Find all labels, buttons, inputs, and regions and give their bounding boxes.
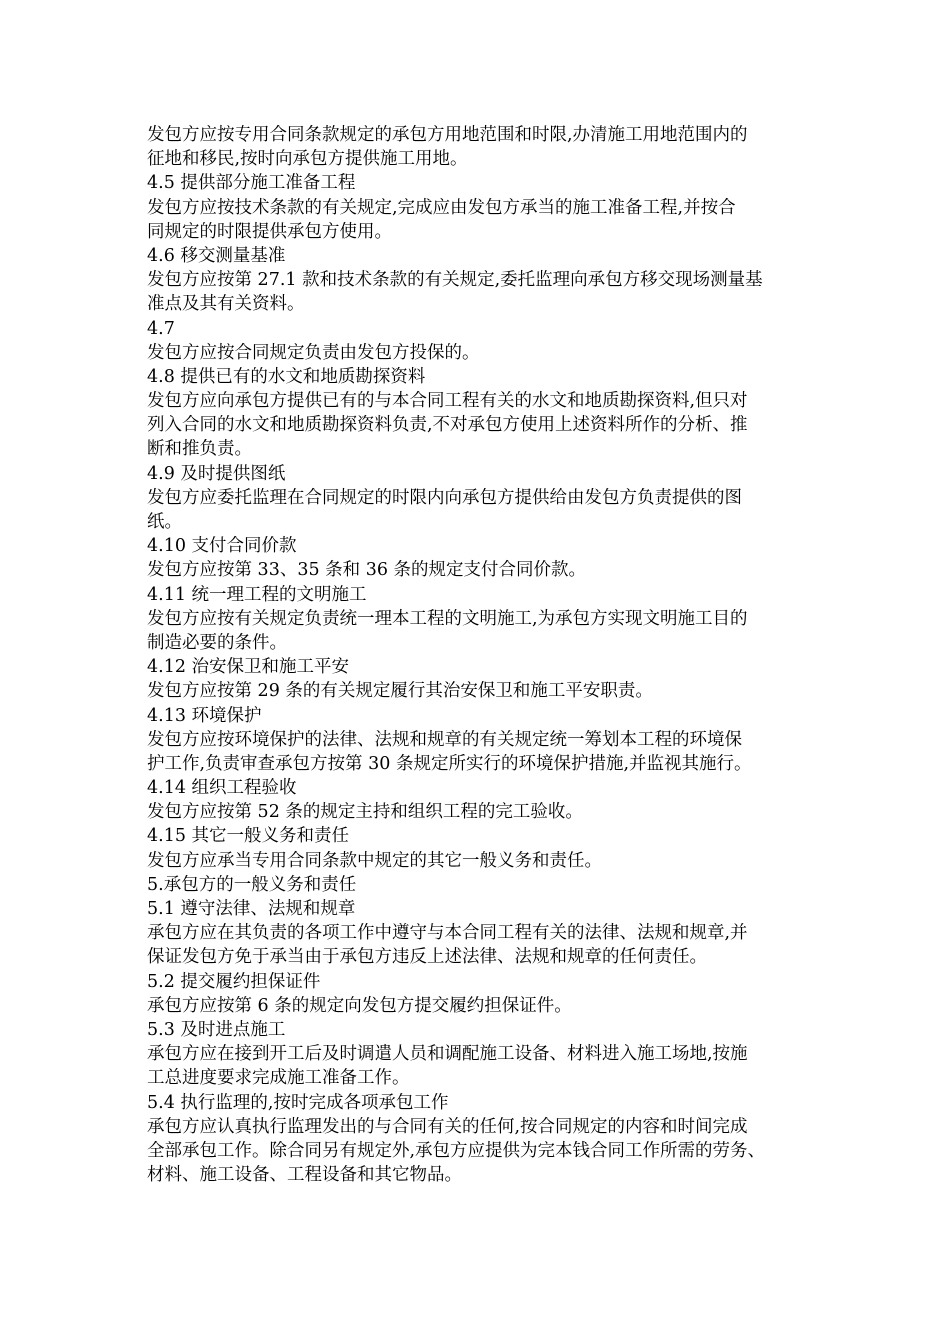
document-line: 发包方应承当专用合同条款中规定的其它一般义务和责任。 — [147, 850, 602, 871]
document-line: 4.10 支付合同价款 — [147, 536, 297, 557]
document-line: 5.1 遵守法律、法规和规章 — [147, 899, 356, 919]
document-line: 工总进度要求完成施工准备工作。 — [147, 1068, 410, 1089]
document-line: 材料、施工设备、工程设备和其它物品。 — [147, 1165, 462, 1186]
document-line: 发包方应委托监理在合同规定的时限内向承包方提供给由发包方负责提供的图 — [147, 487, 742, 508]
document-body — [147, 123, 813, 1187]
document-line: 4.9 及时提供图纸 — [147, 463, 286, 484]
document-line: 发包方应按合同规定负责由发包方投保的。 — [147, 342, 480, 363]
document-line: 全部承包工作。除合同另有规定外,承包方应提供为完本钱合同工作所需的劳务、 — [147, 1140, 766, 1161]
document-line: 承包方应在接到开工后及时调遣人员和调配施工设备、材料进入施工场地,按施 — [147, 1044, 748, 1065]
document-line: 4.6 移交测量基准 — [147, 245, 286, 266]
document-line: 5.2 提交履约担保证件 — [147, 971, 321, 992]
document-line: 纸。 — [147, 512, 182, 532]
document-line: 征地和移民,按时向承包方提供施工用地。 — [147, 149, 468, 170]
document-line: 发包方应按专用合同条款规定的承包方用地范围和时限,办清施工用地范围内的 — [147, 125, 748, 145]
document-line: 护工作,负责审查承包方按第 30 条规定所实行的环境保护措施,并监视其施行。 — [147, 753, 752, 774]
document-line: 断和推负责。 — [147, 439, 252, 460]
document-line: 承包方应按第 6 条的规定向发包方提交履约担保证件。 — [147, 995, 572, 1016]
document-line: 5.承包方的一般义务和责任 — [147, 874, 357, 895]
document-line: 发包方应按技术条款的有关规定,完成应由发包方承当的施工准备工程,并按合 — [147, 197, 736, 218]
document-line: 准点及其有关资料。 — [147, 294, 305, 315]
document-line: 发包方应向承包方提供已有的与本合同工程有关的水文和地质勘探资料,但只对 — [147, 391, 748, 412]
document-line: 5.4 执行监理的,按时完成各项承包工作 — [147, 1092, 449, 1113]
document-line: 4.14 组织工程验收 — [147, 778, 297, 799]
document-line: 承包方应在其负责的各项工作中遵守与本合同工程有关的法律、法规和规章,并 — [147, 923, 748, 944]
document-line: 4.13 环境保护 — [147, 705, 262, 726]
document-line: 承包方应认真执行监理发出的与合同有关的任何,按合同规定的内容和时间完成 — [147, 1116, 748, 1137]
document-line: 发包方应按第 33、35 条和 36 条的规定支付合同价款。 — [147, 560, 587, 581]
document-line: 4.5 提供部分施工准备工程 — [147, 173, 356, 194]
document-line: 发包方应按有关规定负责统一理本工程的文明施工,为承包方实现文明施工目的 — [147, 608, 748, 629]
document-line: 保证发包方免于承当由于承包方违反上述法律、法规和规章的任何责任。 — [147, 947, 707, 968]
document-line: 4.12 治安保卫和施工平安 — [147, 657, 350, 678]
document-line: 4.7 — [147, 318, 175, 339]
document-line: 发包方应按环境保护的法律、法规和规章的有关规定统一筹划本工程的环境保 — [147, 729, 742, 750]
document-line: 同规定的时限提供承包方使用。 — [147, 221, 392, 242]
document-line: 发包方应按第 52 条的规定主持和组织工程的完工验收。 — [147, 802, 583, 823]
document-line: 4.11 统一理工程的文明施工 — [147, 584, 367, 605]
document-line: 4.8 提供已有的水文和地质勘探资料 — [147, 366, 426, 387]
document-line: 制造必要的条件。 — [147, 632, 287, 653]
document-line: 5.3 及时进点施工 — [147, 1019, 286, 1040]
document-line: 发包方应按第 27.1 款和技术条款的有关规定,委托监理向承包方移交现场测量基 — [147, 270, 763, 291]
document-line: 发包方应按第 29 条的有关规定履行其治安保卫和施工平安职责。 — [147, 681, 653, 702]
document-line: 列入合同的水文和地质勘探资料负责,不对承包方使用上述资料所作的分析、推 — [147, 415, 748, 436]
document-line: 4.15 其它一般义务和责任 — [147, 826, 350, 847]
